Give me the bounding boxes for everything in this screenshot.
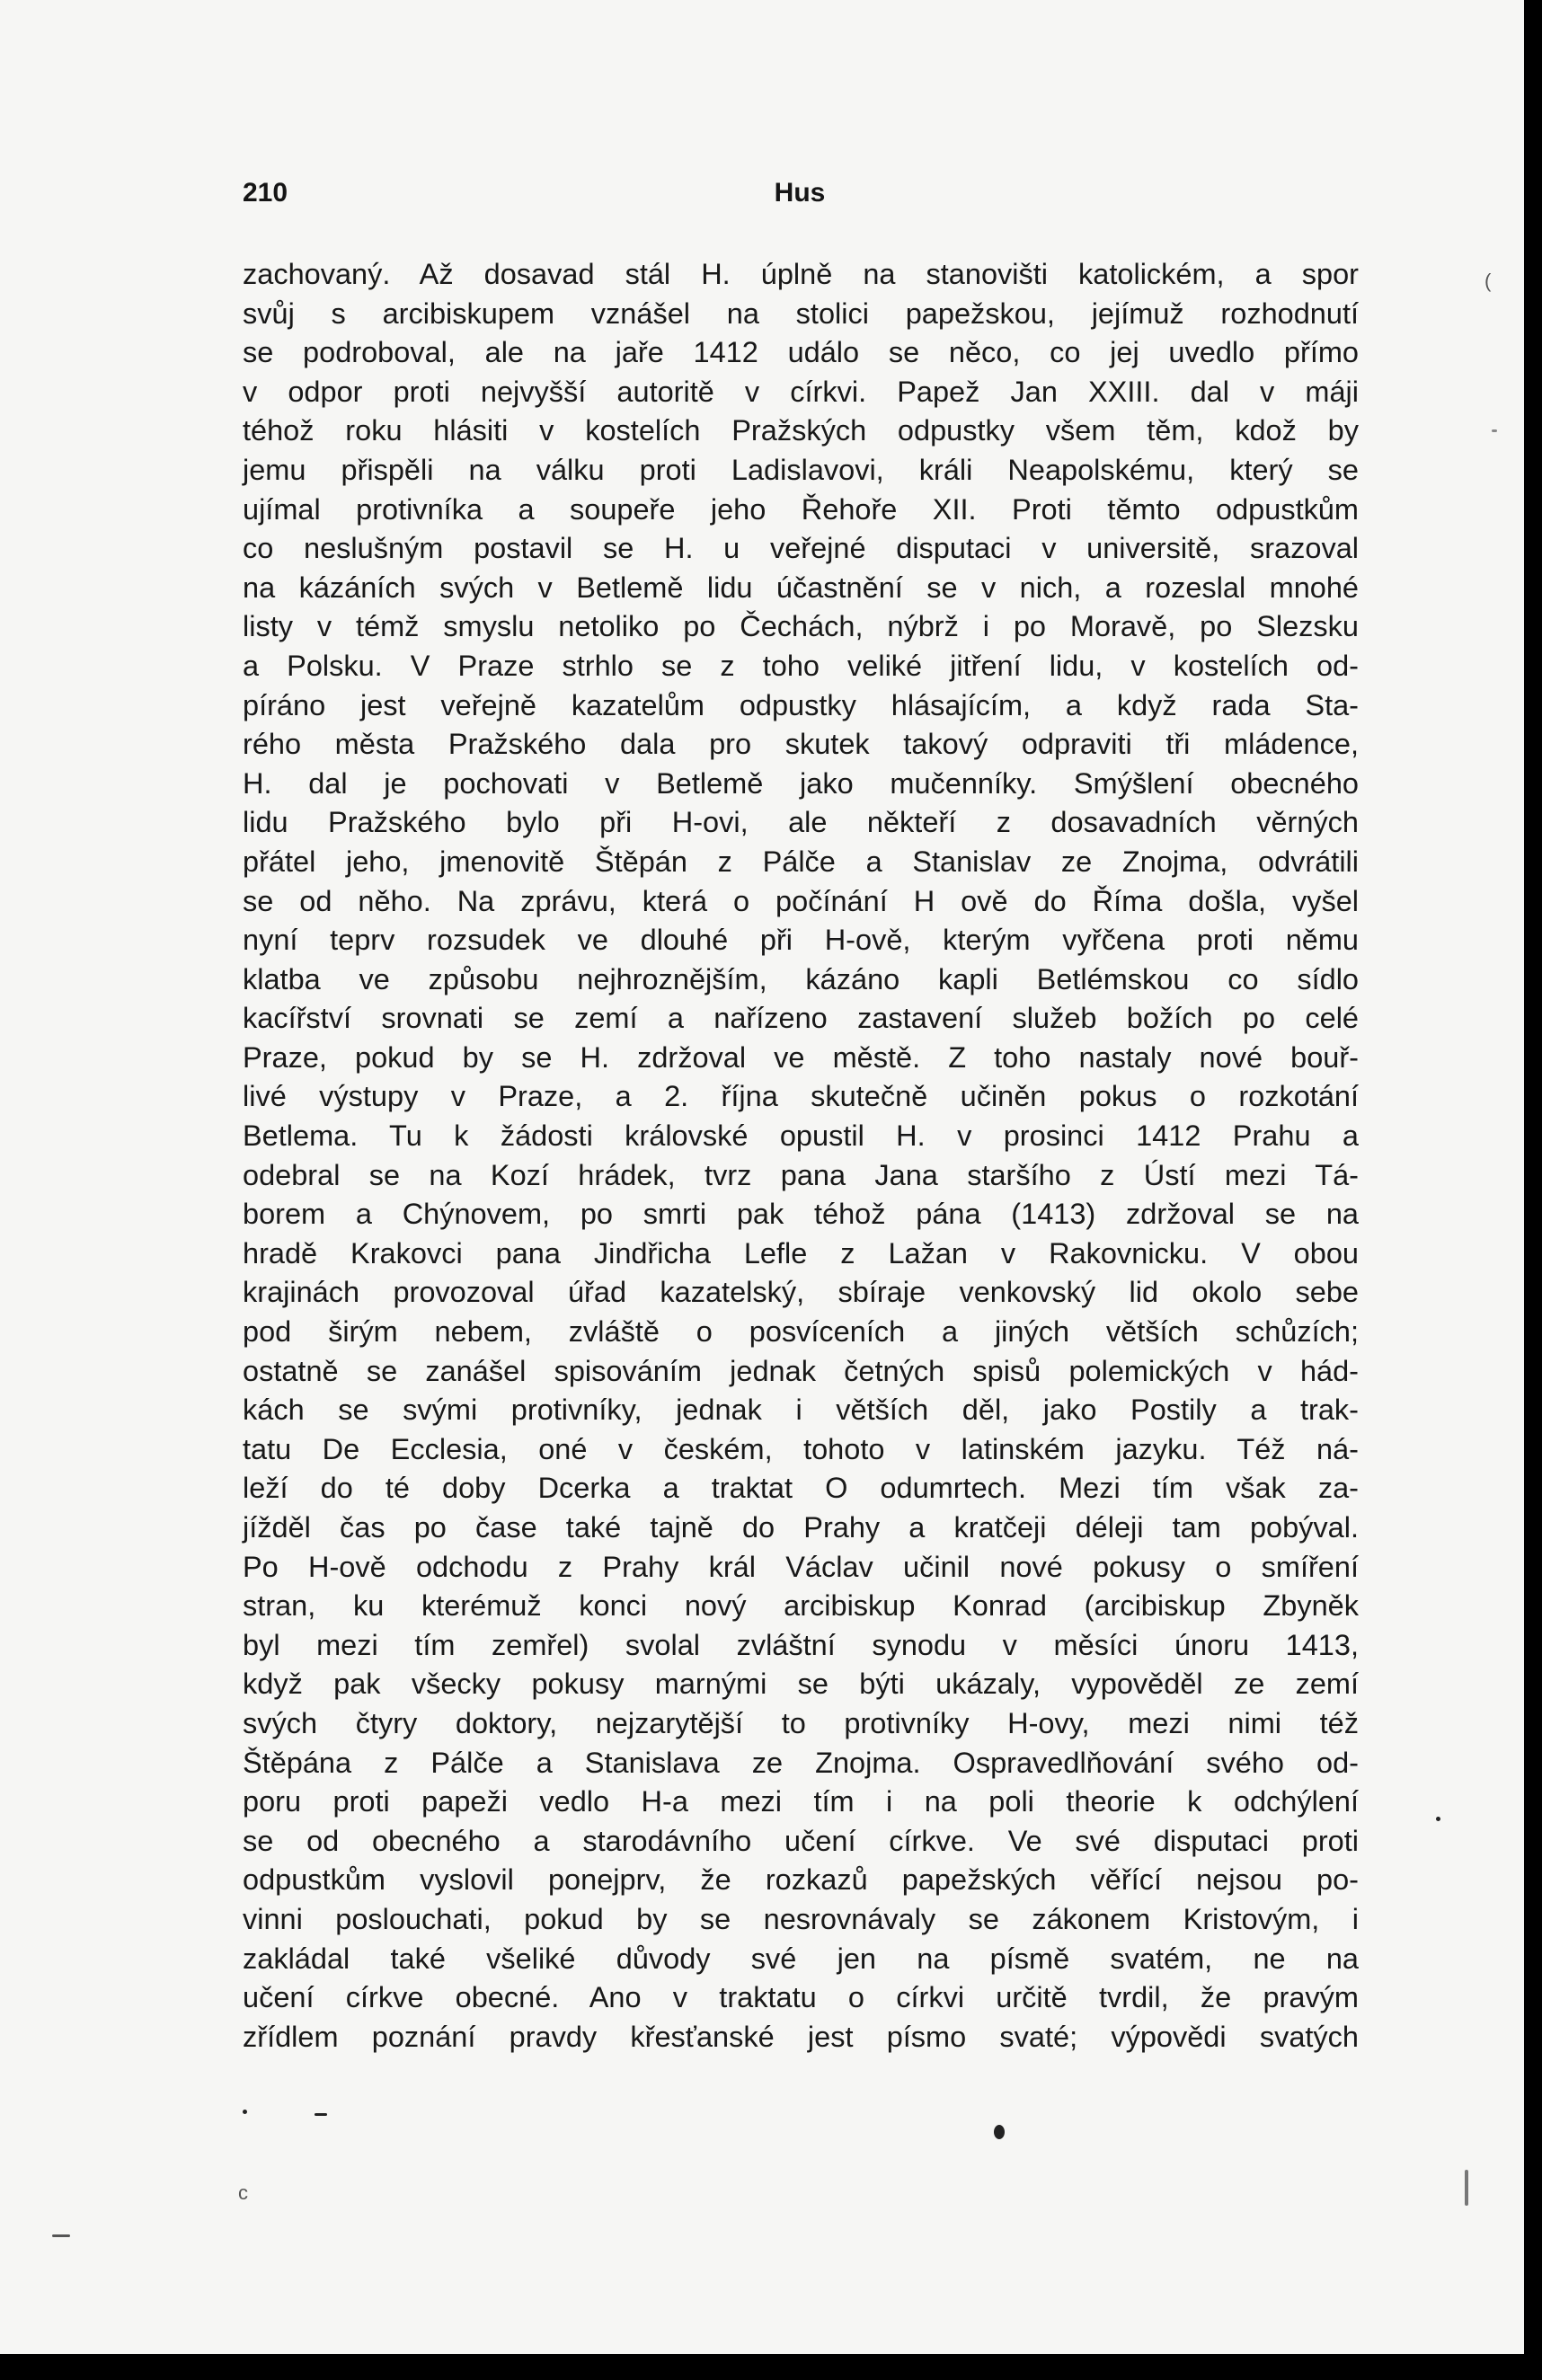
text-line: zachovaný. Až dosavad stál H. úplně na stanovišti katolickém, a spor: [243, 258, 1359, 290]
scan-speck: (: [1484, 270, 1492, 292]
text-line: kách se svými protivníky, jednak i větších děl, jako Postily a trak-: [243, 1393, 1359, 1427]
text-line: livé výstupy v Praze, a 2. října skutečně učiněn pokus o rozkotání: [243, 1080, 1359, 1113]
text-line: byl mezi tím zemřel) svolal zvláštní synodu v měsíci únoru 1413,: [243, 1628, 1359, 1661]
text-line: a Polsku. V Praze strhlo se z toho veliké jitření lidu, v kostelích od-: [243, 649, 1359, 682]
text-line: poru proti papeži vedlo H-a mezi tím i na poli theorie k odchýlení: [243, 1785, 1359, 1818]
text-line: klatba ve způsobu nejhroznějším, kázáno kapli Betlémskou co sídlo: [243, 962, 1359, 995]
text-line: odpustkům vyslovil ponejprv, že rozkazů papežských věřící nejsou po-: [243, 1863, 1359, 1897]
text-line: nyní teprv rozsudek ve dlouhé při H-ově, kterým vyřčena proti němu: [243, 924, 1359, 957]
text-line: se od něho. Na zprávu, která o počínání H ově do Říma došla, vyšel: [243, 884, 1359, 917]
text-line: co neslušným postavil se H. u veřejné disputaci v universitě, srazoval: [243, 532, 1359, 565]
text-line: svůj s arcibiskupem vznášel na stolici papežskou, jejímuž rozhodnutí: [243, 296, 1359, 330]
text-line: lidu Pražského bylo při H-ovi, ale někteří z dosavadních věrných: [243, 806, 1359, 839]
scan-speck: c: [238, 2181, 248, 2204]
scan-speck: [243, 2110, 247, 2114]
text-line: vinni poslouchati, pokud by se nesrovnávaly se zákonem Kristovým, i: [243, 1902, 1359, 1935]
text-line: rého města Pražského dala pro skutek takový odpraviti tři mládence,: [243, 728, 1359, 761]
text-line: píráno jest veřejně kazatelům odpustky hlásajícím, a když rada Sta-: [243, 688, 1359, 721]
text-line: Praze, pokud by se H. zdržoval ve městě. Z toho nastaly nové bouř-: [243, 1040, 1359, 1074]
scan-speck: [52, 2234, 70, 2237]
scan-speck: [994, 2125, 1005, 2139]
text-line: Po H-ově odchodu z Prahy král Václav učinil nové pokusy o smíření: [243, 1550, 1359, 1583]
text-line: kacířství srovnati se zemí a nařízeno zastavení služeb božích po celé: [243, 1002, 1359, 1035]
text-line: na kázáních svých v Betlemě lidu účastnění se v nich, a rozeslal mnohé: [243, 571, 1359, 604]
scan-speck: [1436, 1817, 1440, 1821]
text-line: leží do té doby Dcerka a traktat O odumrtech. Mezi tím však za-: [243, 1472, 1359, 1505]
text-line: krajinách provozoval úřad kazatelský, sbíraje venkovský lid okolo sebe: [243, 1276, 1359, 1309]
text-line: učení církve obecné. Ano v traktatu o církvi určitě tvrdil, že pravým: [243, 1981, 1359, 2014]
running-head: Hus: [774, 178, 826, 208]
text-line: když pak všecky pokusy marnými se býti ukázaly, vypověděl ze zemí: [243, 1668, 1359, 1701]
text-line: Štěpána z Pálče a Stanislava ze Znojma. Ospravedlňování svého od-: [243, 1746, 1359, 1779]
text-line: ostatně se zanášel spisováním jednak četných spisů polemických v hád-: [243, 1354, 1359, 1387]
text-line: v odpor proti nejvyšší autoritě v církvi. Papež Jan XXIII. dal v máji: [243, 375, 1359, 408]
text-line: svých čtyry doktory, nejzarytější to protivníky H-ovy, mezi nimi též: [243, 1706, 1359, 1739]
body-text: [243, 255, 1359, 2057]
text-line: se podroboval, ale na jaře 1412 událo se něco, co jej uvedlo přímo: [243, 336, 1359, 369]
text-line: téhož roku hlásiti v kostelích Pražských odpustky všem těm, kdož by: [243, 414, 1359, 447]
text-line: borem a Chýnovem, po smrti pak téhož pána (1413) zdržoval se na: [243, 1198, 1359, 1231]
page-number: 210: [243, 178, 288, 208]
text-line: hradě Krakovci pana Jindřicha Lefle z Lažan v Rakovnicku. V obou: [243, 1236, 1359, 1270]
text-line: tatu De Ecclesia, oné v českém, tohoto v latinském jazyku. Též ná-: [243, 1432, 1359, 1465]
text-line: listy v témž smyslu netoliko po Čechách, nýbrž i po Moravě, po Slezsku: [243, 610, 1359, 643]
text-line: zřídlem poznání pravdy křesťanské jest písmo svaté; výpovědi svatých: [243, 2020, 1359, 2053]
text-line: Betlema. Tu k žádosti královské opustil H. v prosinci 1412 Prahu a: [243, 1119, 1359, 1153]
text-line: ujímal protivníka a soupeře jeho Řehoře XII. Proti těmto odpustkům: [243, 492, 1359, 526]
text-line: zakládal také všeliké důvody své jen na písmě svatém, ne na: [243, 1942, 1359, 1975]
scan-speck: [1465, 2170, 1468, 2206]
scan-speck: [1492, 429, 1497, 432]
text-line: pod širým nebem, zvláště o posvíceních a jiných větších schůzích;: [243, 1315, 1359, 1349]
text-line: se od obecného a starodávního učení církve. Ve své disputaci proti: [243, 1824, 1359, 1857]
scan-speck: [315, 2113, 327, 2116]
page-header: [243, 178, 1357, 214]
text-line: odebral se na Kozí hrádek, tvrz pana Jana staršího z Ústí mezi Tá-: [243, 1158, 1359, 1191]
text-line: přátel jeho, jmenovitě Štěpán z Pálče a Stanislav ze Znojma, odvrátili: [243, 845, 1359, 878]
text-line: jemu přispěli na válku proti Ladislavovi, králi Neapolskému, který se: [243, 453, 1359, 486]
text-line: H. dal je pochovati v Betlemě jako mučenníky. Smýšlení obecného: [243, 766, 1359, 800]
text-line: jížděl čas po čase také tajně do Prahy a kratčeji déleji tam pobýval.: [243, 1511, 1359, 1544]
text-line: stran, ku kterémuž konci nový arcibiskup Konrad (arcibiskup Zbyněk: [243, 1589, 1359, 1623]
